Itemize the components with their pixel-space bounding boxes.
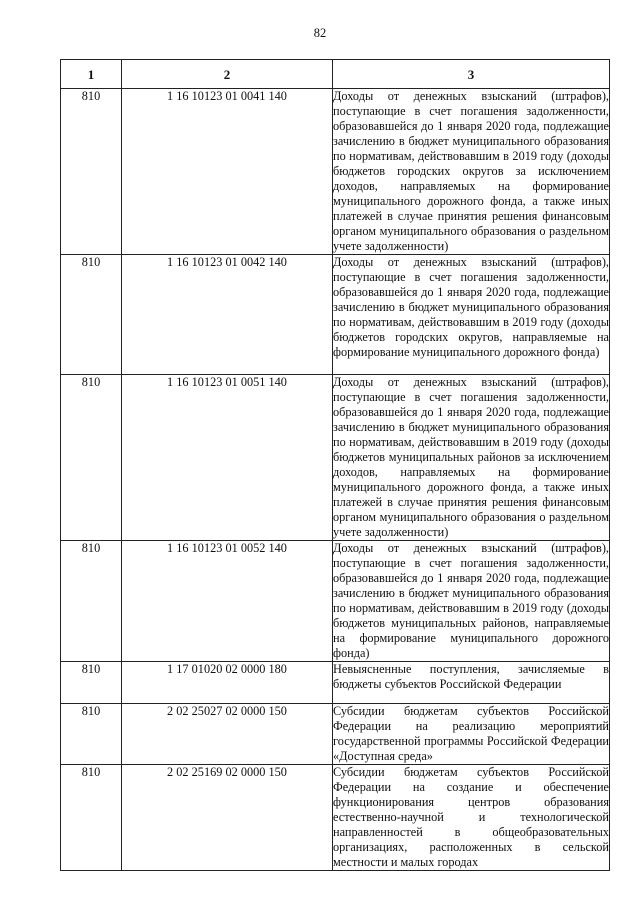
- revenue-codes-table: [60, 59, 610, 871]
- budget-code-cell: 1 17 01020 02 0000 180: [122, 662, 333, 704]
- table-row: [61, 662, 610, 704]
- description-cell: Доходы от денежных взысканий (штрафов), поступающие в счет погашения задолженности, образовавшейся до 1 января 2020 года, подлежащие зачислению в бюджет муниципального образования по нормативам, действовавшим в 2019 году (доходы бюджетов муниципальных районов, направляемые на формирование муниципального дорожного фонда): [333, 541, 609, 660]
- budget-code-cell: 2 02 25027 02 0000 150: [122, 704, 333, 765]
- page-number: 82: [313, 26, 327, 40]
- column-header-3: 3: [333, 60, 610, 89]
- table-row: [61, 255, 610, 375]
- budget-code-cell: 1 16 10123 01 0052 140: [122, 541, 333, 662]
- admin-code-cell: 810: [61, 255, 122, 375]
- description-cell: Доходы от денежных взысканий (штрафов), поступающие в счет погашения задолженности, образовавшейся до 1 января 2020 года, подлежащие зачислению в бюджет муниципального образования по нормативам, действовавшим в 2019 году (доходы бюджетов городских округов за исключением доходов, направляемых на формирование муниципального дорожного фонда, а также иных платежей в случае принятия решения финансовым органом муниципального образования о раздельном учете задолженности): [333, 89, 609, 253]
- table-row: [61, 704, 610, 765]
- admin-code-cell: 810: [61, 662, 122, 704]
- budget-code-cell: 2 02 25169 02 0000 150: [122, 765, 333, 871]
- description-cell: Субсидии бюджетам субъектов Российской Федерации на реализацию мероприятий государственной программы Российской Федерации «Доступная среда»: [333, 704, 609, 763]
- column-header-2: 2: [122, 60, 333, 89]
- admin-code-cell: 810: [61, 541, 122, 662]
- description-cell: Доходы от денежных взысканий (штрафов), поступающие в счет погашения задолженности, образовавшейся до 1 января 2020 года, подлежащие зачислению в бюджет муниципального образования по нормативам, действовавшим в 2019 году (доходы бюджетов городских округов, направляемые на формирование муниципального дорожного фонда): [333, 255, 610, 375]
- table-row: [61, 765, 610, 871]
- table-header-row: [61, 60, 610, 89]
- table-row: [61, 89, 610, 255]
- admin-code-cell: 810: [61, 765, 122, 871]
- table-row: [61, 541, 610, 662]
- description-cell: Невыясненные поступления, зачисляемые в бюджеты субъектов Российской Федерации: [333, 662, 610, 704]
- table-row: [61, 375, 610, 541]
- column-header-1: 1: [61, 60, 122, 89]
- admin-code-cell: 810: [61, 375, 122, 541]
- description-cell: Субсидии бюджетам субъектов Российской Федерации на создание и обеспечение функционирования центров образования естественно-научной и технологической направленностей в общеобразовательных организациях, расположенных в сельской местности и малых городах: [333, 765, 609, 869]
- description-cell: Доходы от денежных взысканий (штрафов), поступающие в счет погашения задолженности, образовавшейся до 1 января 2020 года, подлежащие зачислению в бюджет муниципального образования по нормативам, действовавшим в 2019 году (доходы бюджетов муниципальных районов за исключением доходов, направляемых на формирование муниципального дорожного фонда, а также иных платежей в случае принятия решения финансовым органом муниципального образования о раздельном учете задолженности): [333, 375, 609, 539]
- budget-code-cell: 1 16 10123 01 0042 140: [122, 255, 333, 375]
- budget-code-cell: 1 16 10123 01 0041 140: [122, 89, 333, 255]
- admin-code-cell: 810: [61, 89, 122, 255]
- budget-code-cell: 1 16 10123 01 0051 140: [122, 375, 333, 541]
- admin-code-cell: 810: [61, 704, 122, 765]
